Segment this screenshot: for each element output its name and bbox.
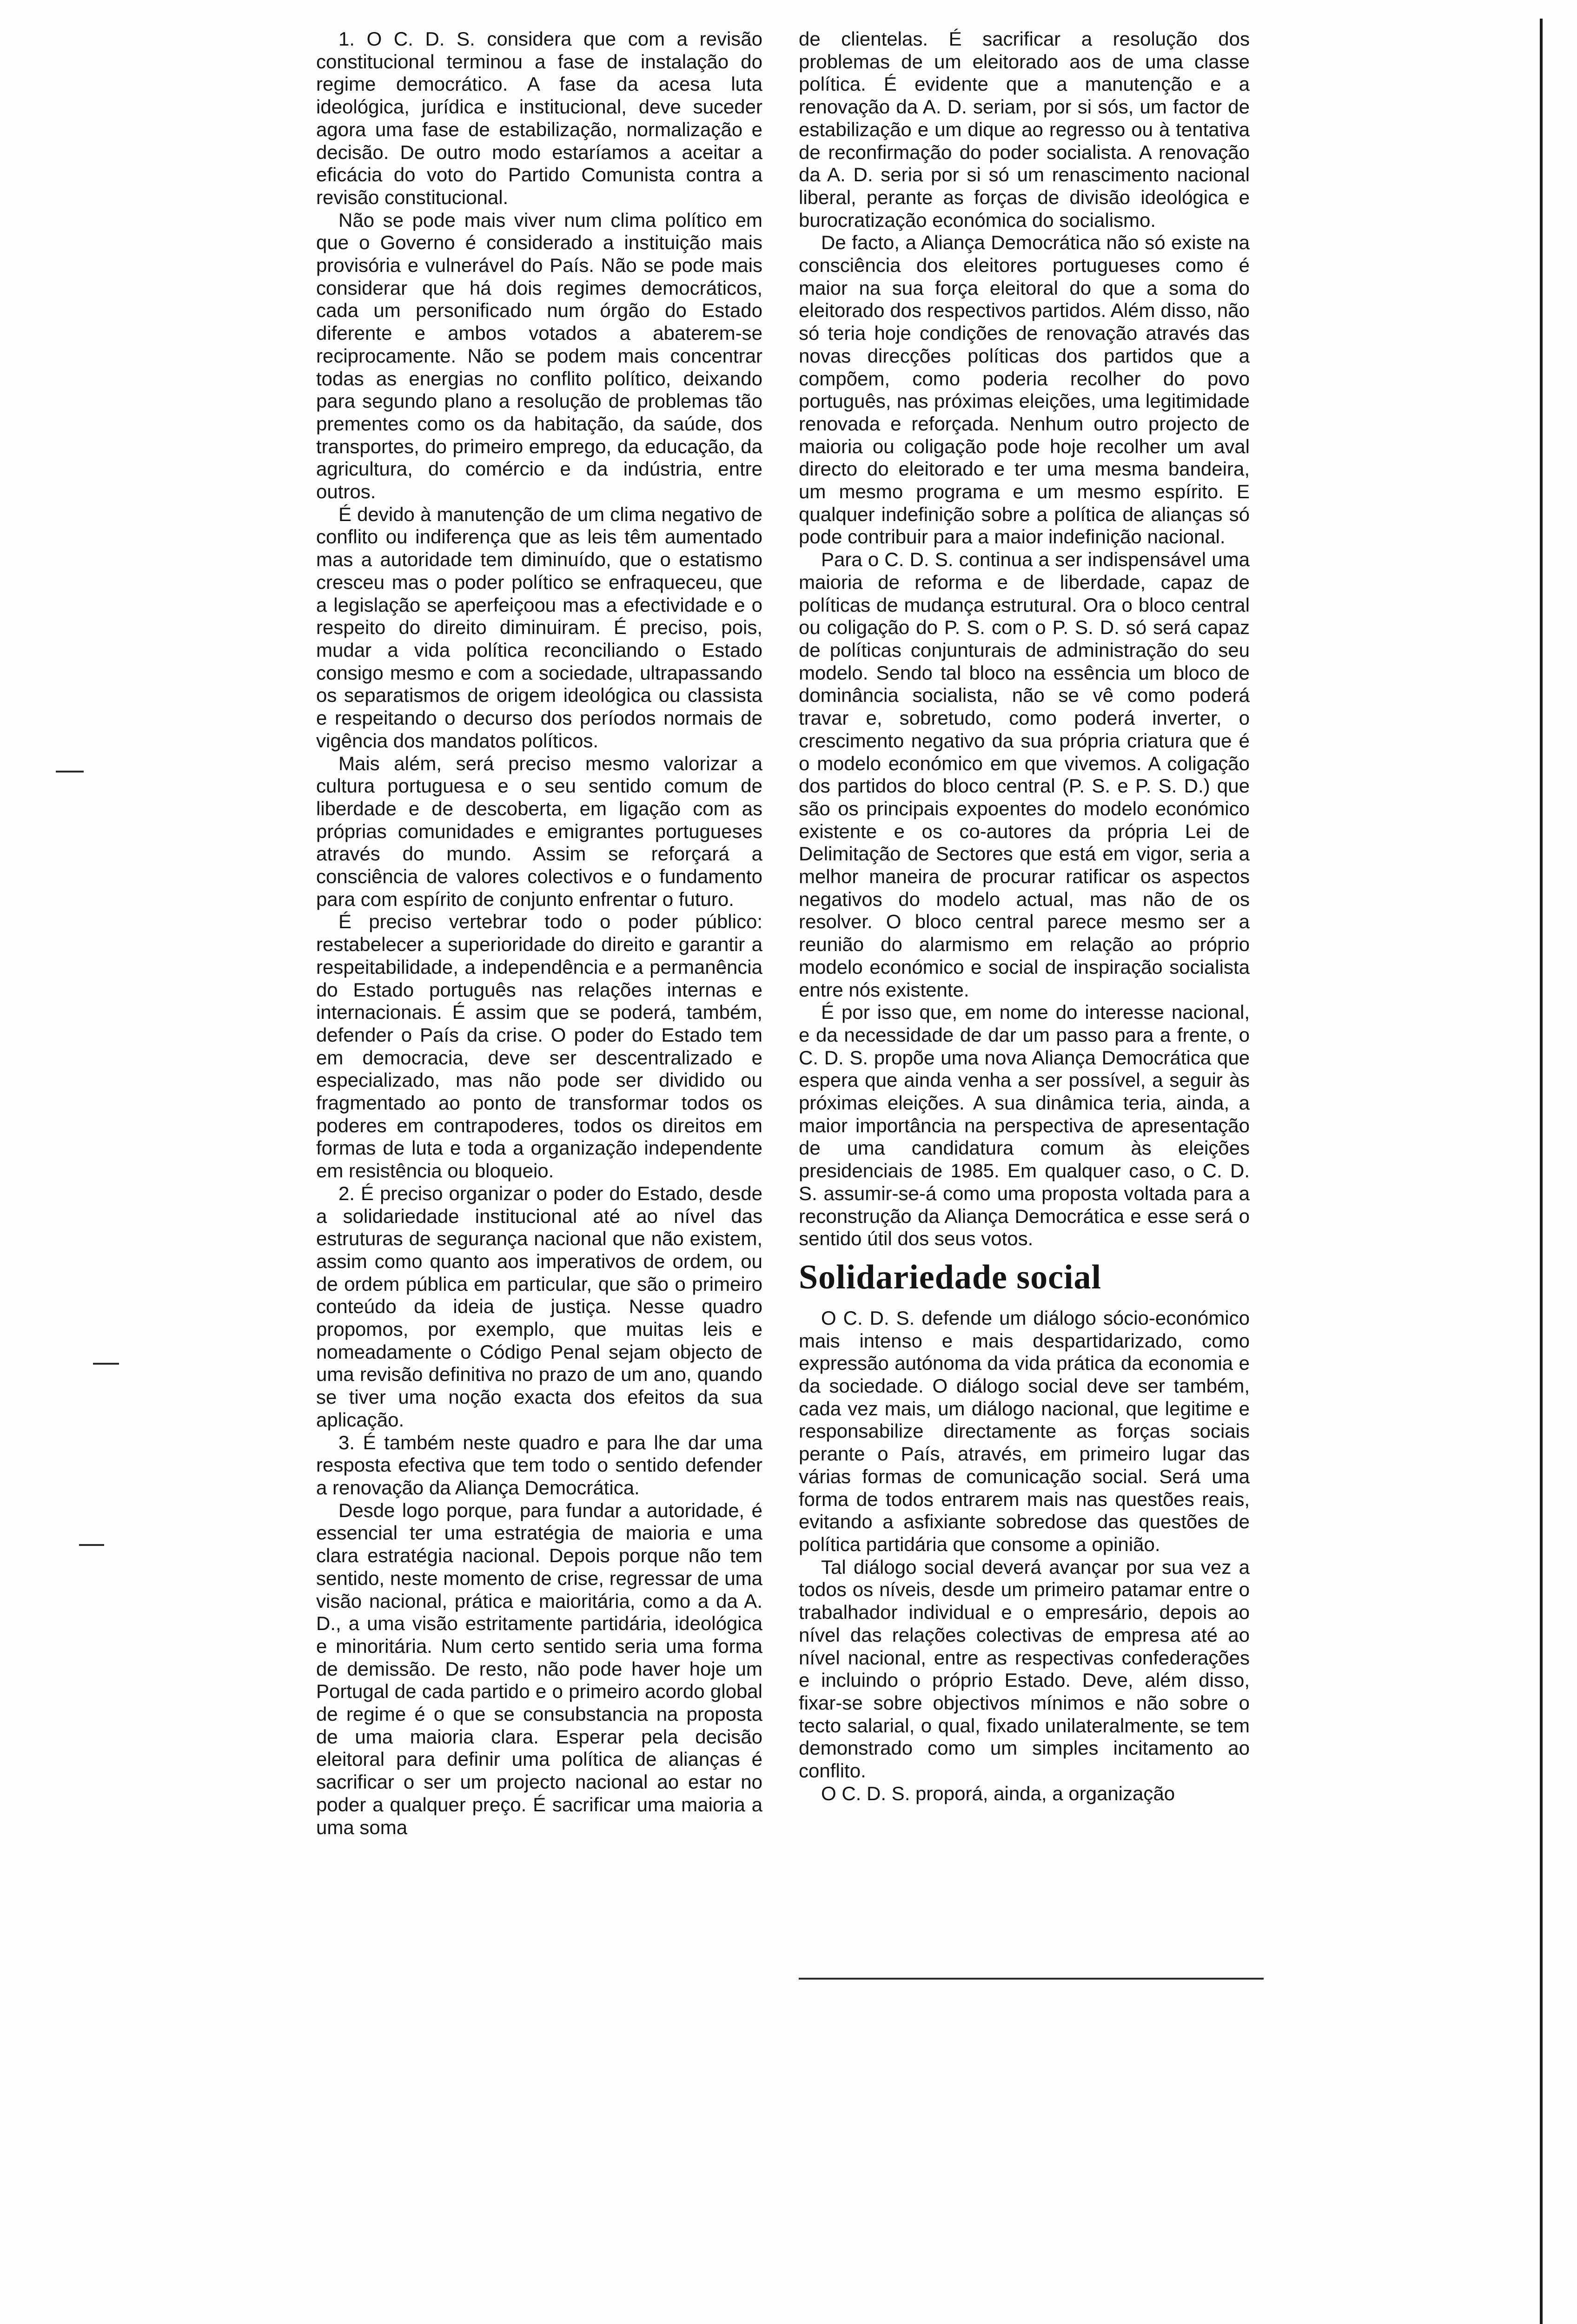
article-column-left [316, 28, 762, 1839]
article-column-right [799, 28, 1250, 1805]
page-border-right [1540, 19, 1543, 2324]
margin-mark [56, 771, 84, 772]
paragraph: É por isso que, em nome do interesse nacional, e da necessidade de dar um passo para a frente, o C. D. S. propõe uma nova Aliança Democrática que espera que ainda venha a ser possível, a seguir às próximas eleições. A sua dinâmica teria, ainda, a maior importância na perspectiva de apresentação de uma candidatura comum às eleições presidenciais de 1985. Em qualquer caso, o C. D. S. assumir-se-á como uma proposta voltada para a reconstrução da Aliança Democrática e esse será o sentido útil dos seus votos. [799, 1001, 1250, 1250]
paragraph: O C. D. S. defende um diálogo sócio-económico mais intenso e mais despartidarizado, como expressão autónoma da vida prática da economia e da sociedade. O diálogo social deve ser também, cada vez mais, um diálogo nacional, que legitime e responsabilize directamente as forças sociais perante o País, através, em primeiro lugar das várias formas de comunicação social. Será uma forma de todos entrarem mais nas questões reais, evitando a asfixiante sobredose das questões de política partidária que consome a opinião. [799, 1307, 1250, 1555]
paragraph: De facto, a Aliança Democrática não só existe na consciência dos eleitores portugueses como é maior na sua força eleitoral do que a soma do eleitorado dos respectivos partidos. Além disso, não só teria hoje condições de renovação através das novas direcções políticas dos partidos que a compõem, como poderia recolher do povo português, nas próximas eleições, uma legitimidade renovada e reforçada. Nenhum outro projecto de maioria ou coligação pode hoje recolher um aval directo do eleitorado e ter uma mesma bandeira, um mesmo programa e um mesmo espírito. E qualquer indefinição sobre a política de alianças só pode contribuir para a maior indefinição nacional. [799, 231, 1250, 548]
margin-mark [93, 1363, 119, 1365]
paragraph: Para o C. D. S. continua a ser indispensável uma maioria de reforma e de liberdade, capaz de políticas de mudança estrutural. Ora o bloco central ou coligação do P. S. com o P. S. D. só será capaz de políticas conjunturais de administração do seu modelo. Sendo tal bloco na essência um bloco de dominância socialista, não se vê como poderá travar e, sobretudo, como poderá inverter, o crescimento negativo da sua própria criatura que é o modelo económico em que vivemos. A coligação dos partidos do bloco central (P. S. e P. S. D.) que são os principais expoentes do modelo económico existente e os co-autores da própria Lei de Delimitação de Sectores que está em vigor, seria a melhor maneira de procurar ratificar os aspectos negativos do modelo actual, mas não de os resolver. O bloco central parece mesmo ser a reunião do alarmismo em relação ao próprio modelo económico e social de inspiração socialista entre nós existente. [799, 548, 1250, 1001]
paragraph: Tal diálogo social deverá avançar por sua vez a todos os níveis, desde um primeiro patamar entre o trabalhador individual e o empresário, depois ao nível das relações colectivas de empresa até ao nível nacional, entre as respectivas confederações e incluindo o próprio Estado. Deve, além disso, fixar-se sobre objectivos mínimos e não sobre o tecto salarial, o qual, fixado unilateralmente, se tem demonstrado como um simples incitamento ao conflito. [799, 1556, 1250, 1782]
paragraph: Mais além, será preciso mesmo valorizar a cultura portuguesa e o seu sentido comum de liberdade e de descoberta, em ligação com as próprias comunidades e emigrantes portugueses através do mundo. Assim se reforçará a consciência de valores colectivos e o fundamento para com espírito de conjunto enfrentar o futuro. [316, 752, 762, 910]
paragraph: Desde logo porque, para fundar a autoridade, é essencial ter uma estratégia de maioria e uma clara estratégia nacional. Depois porque não tem sentido, neste momento de crise, regressar de uma visão nacional, prática e maioritária, como a da A. D., a uma visão estritamente partidária, ideológica e minoritária. Num certo sentido seria uma forma de demissão. De resto, não pode haver hoje um Portugal de cada partido e o primeiro acordo global de regime é o que se consubstancia na proposta de uma maioria clara. Esperar pela decisão eleitoral para definir uma política de alianças é sacrificar o ser um projecto nacional ao estar no poder a qualquer preço. É sacrificar uma maioria a uma soma [316, 1499, 762, 1838]
paragraph: É devido à manutenção de um clima negativo de conflito ou indiferença que as leis têm aumentado mas a autoridade tem diminuído, que o estatismo cresceu mas o poder político se enfraqueceu, que a legislação se aperfeiçoou mas a efectividade e o respeito do direito diminuiram. É preciso, pois, mudar a vida política reconciliando o Estado consigo mesmo e com a sociedade, ultrapassando os separatismos de origem ideológica ou classista e respeitando o decurso dos períodos normais de vigência dos mandatos políticos. [316, 503, 762, 752]
column-end-rule [799, 1978, 1264, 1980]
paragraph: 3. É também neste quadro e para lhe dar uma resposta efectiva que tem todo o sentido defender a renovação da Aliança Democrática. [316, 1431, 762, 1499]
section-heading: Solidariedade social [799, 1258, 1102, 1296]
paragraph: 2. É preciso organizar o poder do Estado, desde a solidariedade institucional até ao nível das estruturas de segurança nacional que não existem, assim como quanto aos imperativos de ordem, ou de ordem pública em particular, que são o primeiro conteúdo da ideia de justiça. Nesse quadro propomos, por exemplo, que muitas leis e nomeadamente o Código Penal sejam objecto de uma revisão definitiva no prazo de um ano, quando se tiver uma noção exacta dos efeitos da sua aplicação. [316, 1182, 762, 1431]
margin-mark [79, 1544, 104, 1546]
paragraph: de clientelas. É sacrificar a resolução dos problemas de um eleitorado aos de uma classe política. É evidente que a manutenção e a renovação da A. D. seriam, por si sós, um factor de estabilização e um dique ao regresso ou à tentativa de reconfirmação do poder socialista. A renovação da A. D. seria por si só um renascimento nacional liberal, perante as forças de divisão ideológica e burocratização económica do socialismo. [799, 28, 1250, 231]
paragraph: Não se pode mais viver num clima político em que o Governo é considerado a instituição mais provisória e vulnerável do País. Não se pode mais considerar que há dois regimes democráticos, cada um personificado num órgão do Estado diferente e ambos votados a abaterem-se reciprocamente. Não se podem mais concentrar todas as energias no conflito político, deixando para segundo plano a resolução de problemas tão prementes como os da habitação, da saúde, dos transportes, do primeiro emprego, da educação, da agricultura, do comércio e da indústria, entre outros. [316, 209, 762, 503]
paragraph: É preciso vertebrar todo o poder público: restabelecer a superioridade do direito e garantir a respeitabilidade, a independência e a permanência do Estado português nas relações internas e internacionais. É assim que se poderá, também, defender o País da crise. O poder do Estado tem em democracia, deve ser descentralizado e especializado, mas não pode ser dividido ou fragmentado ao ponto de transformar todos os poderes em contrapoderes, todos os direitos em formas de luta e toda a organização independente em resistência ou bloqueio. [316, 911, 762, 1182]
paragraph: 1. O C. D. S. considera que com a revisão constitucional terminou a fase de instalação do regime democrático. A fase da acesa luta ideológica, jurídica e institucional, deve suceder agora uma fase de estabilização, normalização e decisão. De outro modo estaríamos a aceitar a eficácia do voto do Partido Comunista contra a revisão constitucional. [316, 28, 762, 208]
paragraph: O C. D. S. proporá, ainda, a organização [821, 1782, 1175, 1804]
